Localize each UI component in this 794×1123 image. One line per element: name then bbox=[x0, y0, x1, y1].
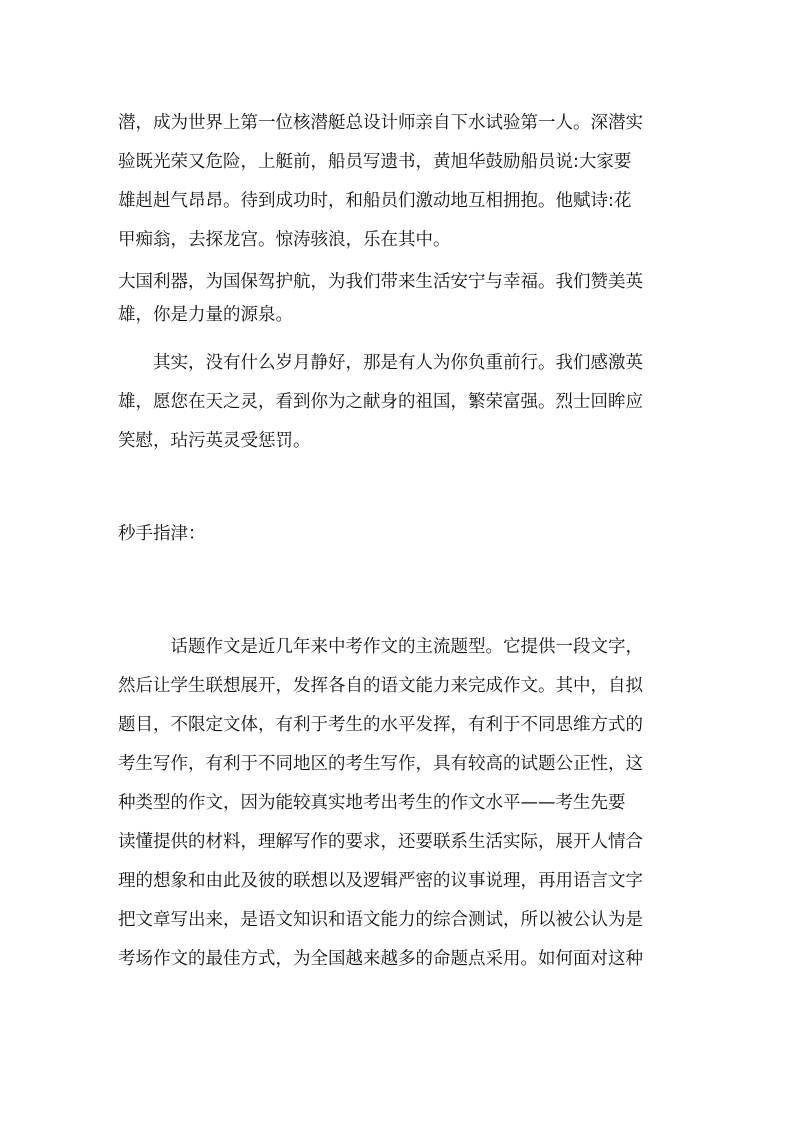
text-line: 甲痴翁，去探龙宫。惊涛骇浪，乐在其中。 bbox=[118, 230, 451, 250]
guide-paragraph bbox=[118, 628, 643, 979]
body-paragraph-1 bbox=[118, 104, 643, 260]
text-line: 种类型的作文，因为能较真实地考出考生的作文水平——考生先要 bbox=[118, 793, 626, 813]
text-line: 题目，不限定文体，有利于考生的水平发挥，有利于不同思维方式的 bbox=[118, 715, 643, 735]
text-line: 笑慰，玷污英灵受惩罚。 bbox=[118, 431, 311, 451]
text-line: 理的想象和由此及彼的联想以及逻辑严密的议事说理，再用语言文字 bbox=[118, 871, 643, 891]
text-line: 潜，成为世界上第一位核潜艇总设计师亲自下水试验第一人。深潜实 bbox=[118, 113, 643, 133]
text-line: 雄，愿您在天之灵，看到你为之献身的祖国，繁荣富强。烈士回眸应 bbox=[118, 392, 643, 412]
text-line: 雄赳赳气昂昂。待到成功时，和船员们激动地互相拥抱。他赋诗:花 bbox=[118, 191, 632, 211]
body-paragraph-3 bbox=[118, 344, 643, 461]
text-line: 话题作文是近几年来中考作文的主流题型。它提供一段文字， bbox=[118, 637, 643, 657]
heading-text: 秒手指津： bbox=[118, 524, 206, 544]
text-line: 然后让学生联想展开，发挥各自的语文能力来完成作文。其中，自拟 bbox=[118, 676, 643, 696]
section-heading bbox=[118, 518, 206, 551]
text-line: 大国利器，为国保驾护航，为我们带来生活安宁与幸福。我们赞美英 bbox=[118, 272, 643, 292]
text-line: 考场作文的最佳方式，为全国越来越多的命题点采用。如何面对这种 bbox=[118, 949, 643, 969]
text-line: 雄，你是力量的源泉。 bbox=[118, 305, 293, 325]
text-line: 考生写作，有利于不同地区的考生写作，具有较高的试题公正性，这 bbox=[118, 754, 643, 774]
text-line: 其实，没有什么岁月静好，那是有人为你负重前行。我们感激英 bbox=[118, 353, 643, 373]
text-line: 验既光荣又危险，上艇前，船员写遗书，黄旭华鼓励船员说:大家要 bbox=[118, 152, 632, 172]
text-line: 把文章写出来，是语文知识和语文能力的综合测试，所以被公认为是 bbox=[118, 910, 643, 930]
body-paragraph-2 bbox=[118, 266, 643, 332]
text-line: 读懂提供的材料，理解写作的要求，还要联系生活实际，展开人情合 bbox=[118, 832, 643, 852]
